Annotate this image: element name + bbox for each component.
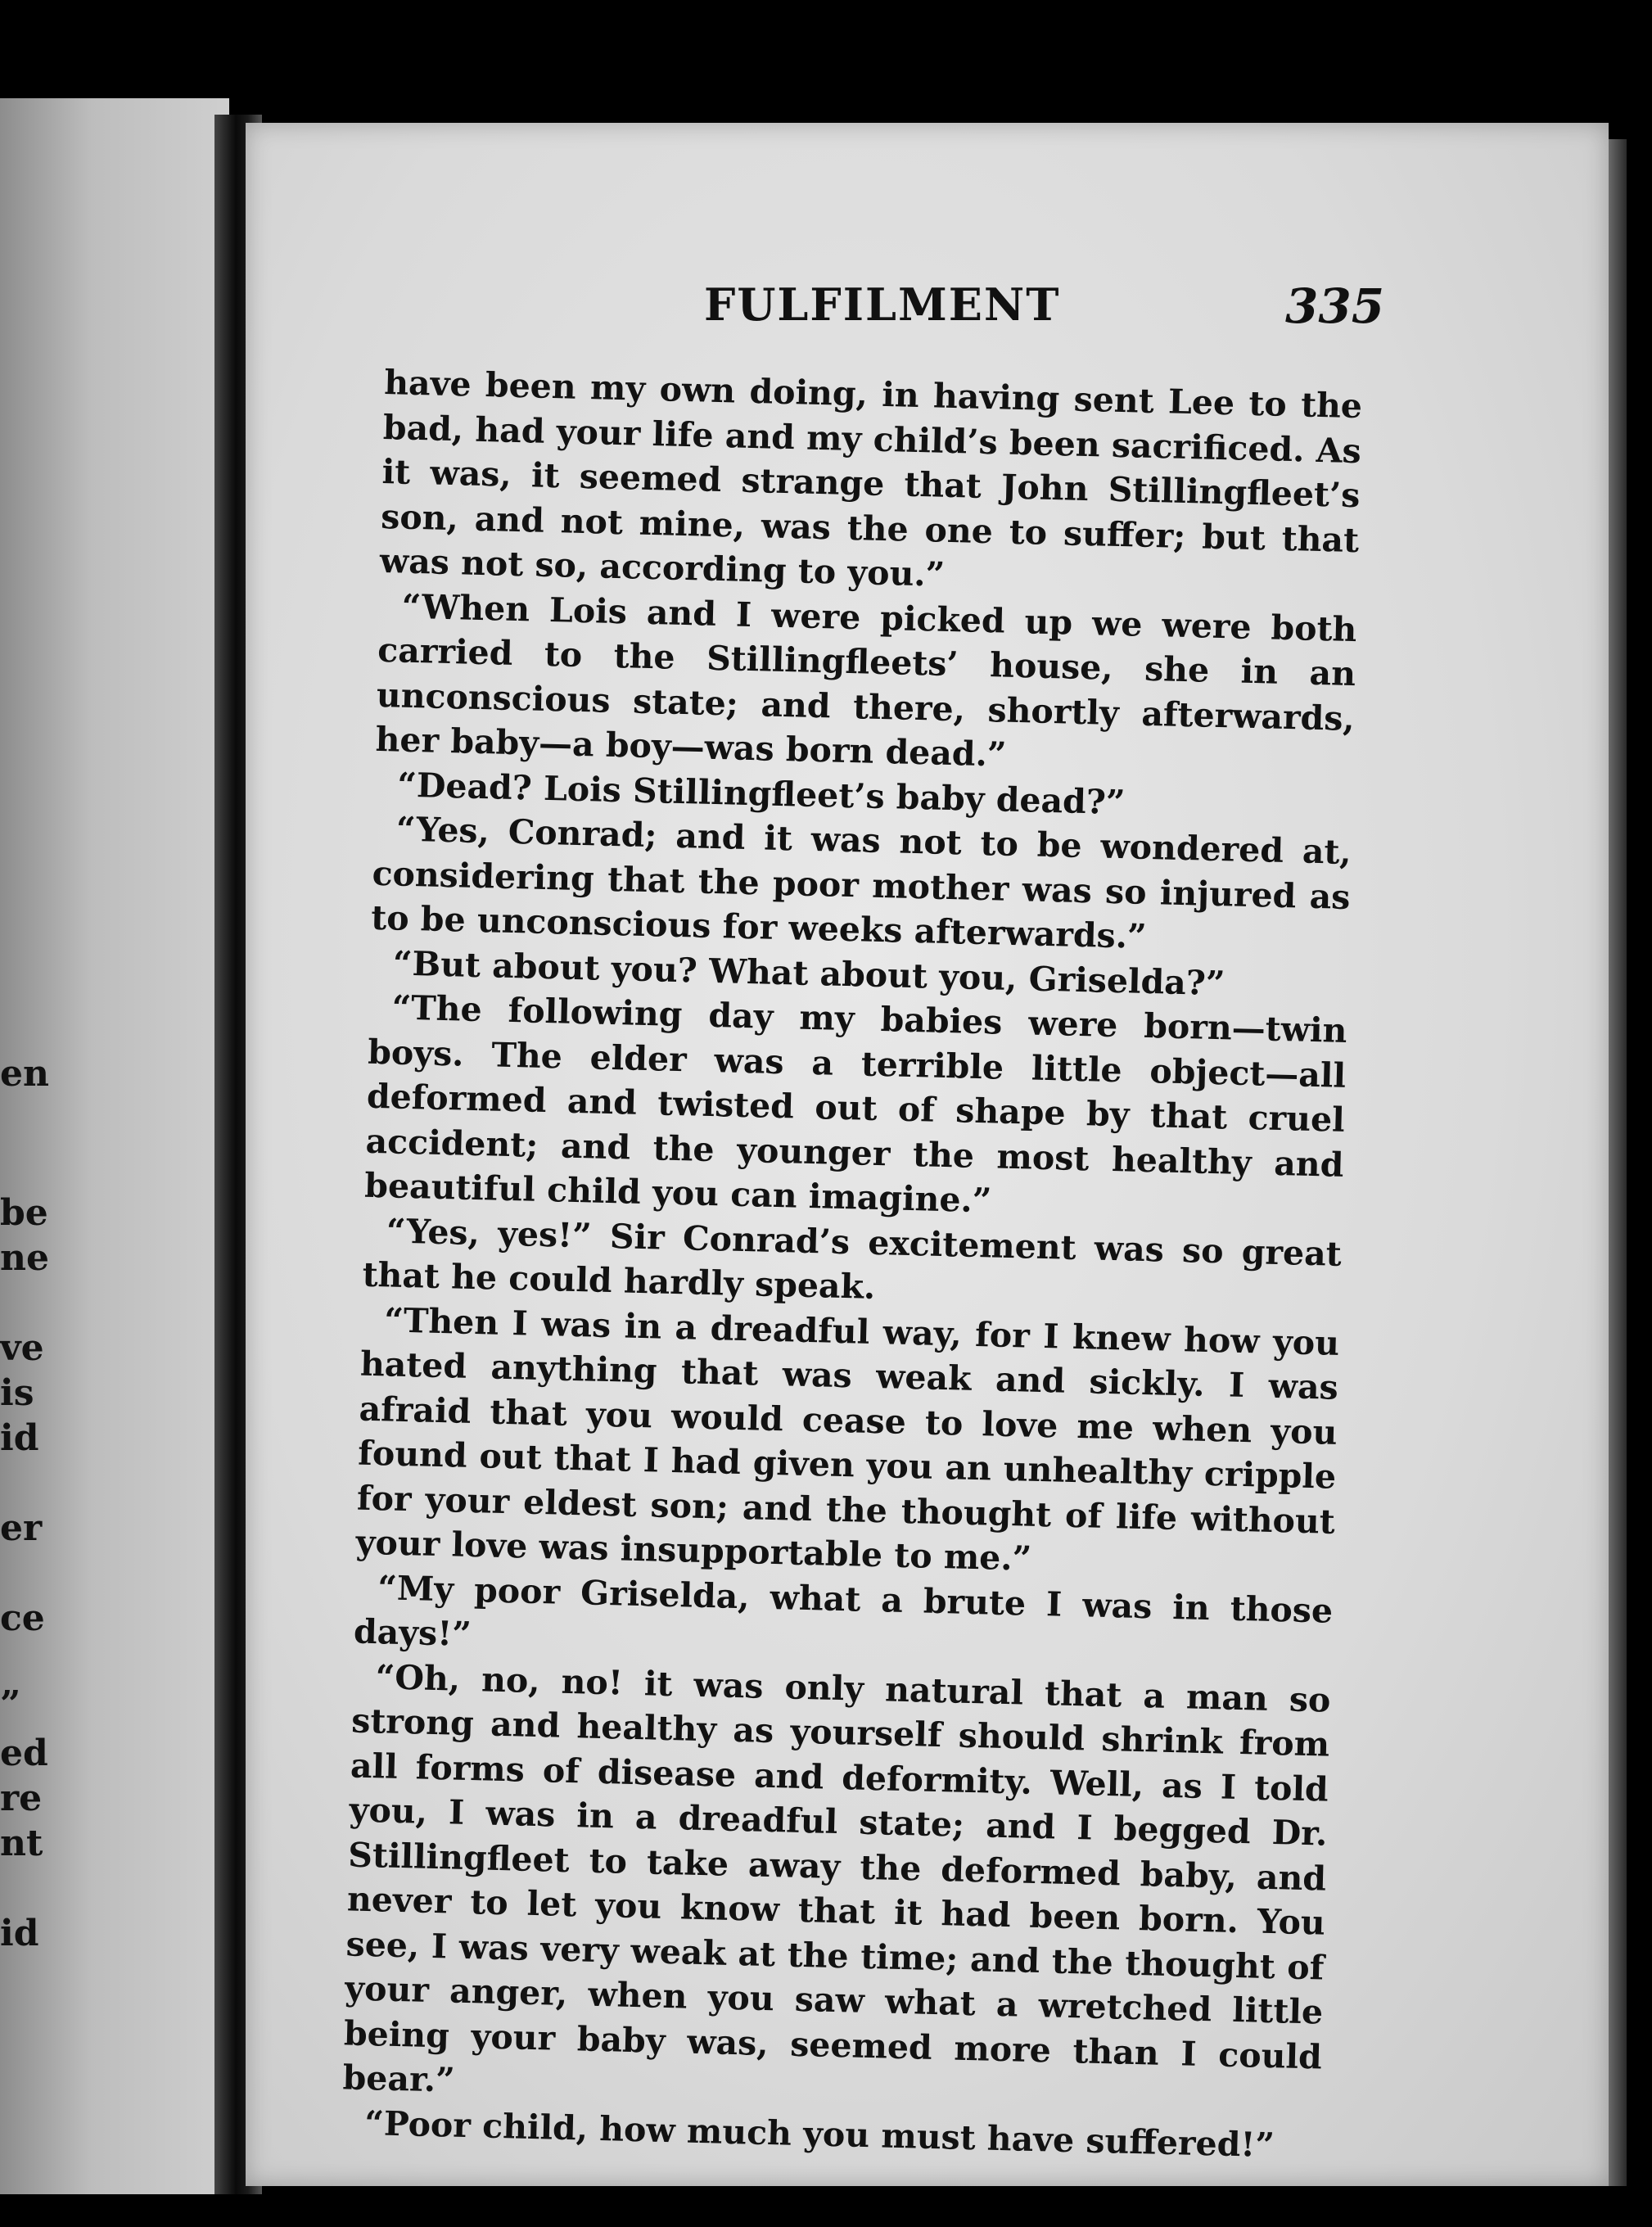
previous-page-text-fragment: id [0,1913,39,1954]
paragraph: “Poor child, how much you must have suffered!” [363,2103,1275,2165]
paragraph: “Then I was in a dreadful way, for I knew how you hated anything that was weak and sickly. I was afraid that you would cease to love me when you found out that I had given you an unhealthy cripple for your eldest son; and the thought of life without your love was insupportable to me.” [355,1299,1340,1579]
paragraph: “When Lois and I were picked up we were both carried to the Stillingfleets’ house, she in an unconscious state; and there, shortly afterwards, her baby—a boy—was born dead.” [375,586,1357,775]
previous-page [0,98,229,2194]
previous-page-text-fragment: ce [0,1597,45,1639]
book-page [246,123,1609,2186]
paragraph: “But about you? What about you, Griselda?” [392,942,1225,1003]
previous-page-text-fragment: ed [0,1732,48,1774]
paragraph: “My poor Griselda, what a brute I was in those days!” [353,1567,1334,1655]
previous-page-text-fragment: ve [0,1327,44,1369]
paragraph: “Yes, yes!” Sir Conrad’s excitement was so great that he could hardly speak. [362,1210,1343,1307]
previous-page-text-fragment: be [0,1192,48,1234]
page-number: 335 [1285,278,1385,334]
previous-page-text-fragment: en [0,1053,49,1095]
previous-page-text-fragment: er [0,1507,43,1549]
paragraph: “Oh, no, no! it was only natural that a man so strong and healthy as yourself should shrink from all forms of disease and deformity. Well, as I told you, I was in a dreadful state; and I begged Dr. Stillingfleet to take away the deformed baby, and never to let you know that it had been born. You see, I was very weak at the time; and the thought of your anger, when you saw what a wretched little being your baby was, seemed more than I could bear.” [342,1656,1331,2100]
previous-page-text-fragment: ” [0,1683,21,1725]
paragraph: “Dead? Lois Stillingfleet’s baby dead?” [396,765,1126,822]
previous-page-text-fragment: re [0,1778,43,1819]
page-body-text [341,360,1363,2169]
previous-page-text-fragment: ne [0,1237,49,1279]
previous-page-text-fragment: is [0,1372,34,1414]
running-head: FULFILMENT [704,278,1061,331]
paragraph: “The following day my babies were born—twin boys. The elder was a terrible little object—all deformed and twisted out of shape by that cruel accident; and the younger the most healthy and beautiful child you can imagine.” [363,987,1347,1221]
previous-page-text-fragment: nt [0,1823,43,1864]
page-edge [1609,139,1627,2186]
paragraph: have been my own doing, in having sent Lee to the bad, had your life and my child’s been sacrificed. As it was, it seemed strange that John Stillingfleet’s son, and not mine, was the one to suffer; but that was not so, according to you.” [379,362,1363,594]
previous-page-text-fragment: id [0,1417,39,1459]
paragraph: “Yes, Conrad; and it was not to be wondered at, considering that the poor mother was so injured as to be unconscious for weeks afterwards.” [370,809,1352,956]
